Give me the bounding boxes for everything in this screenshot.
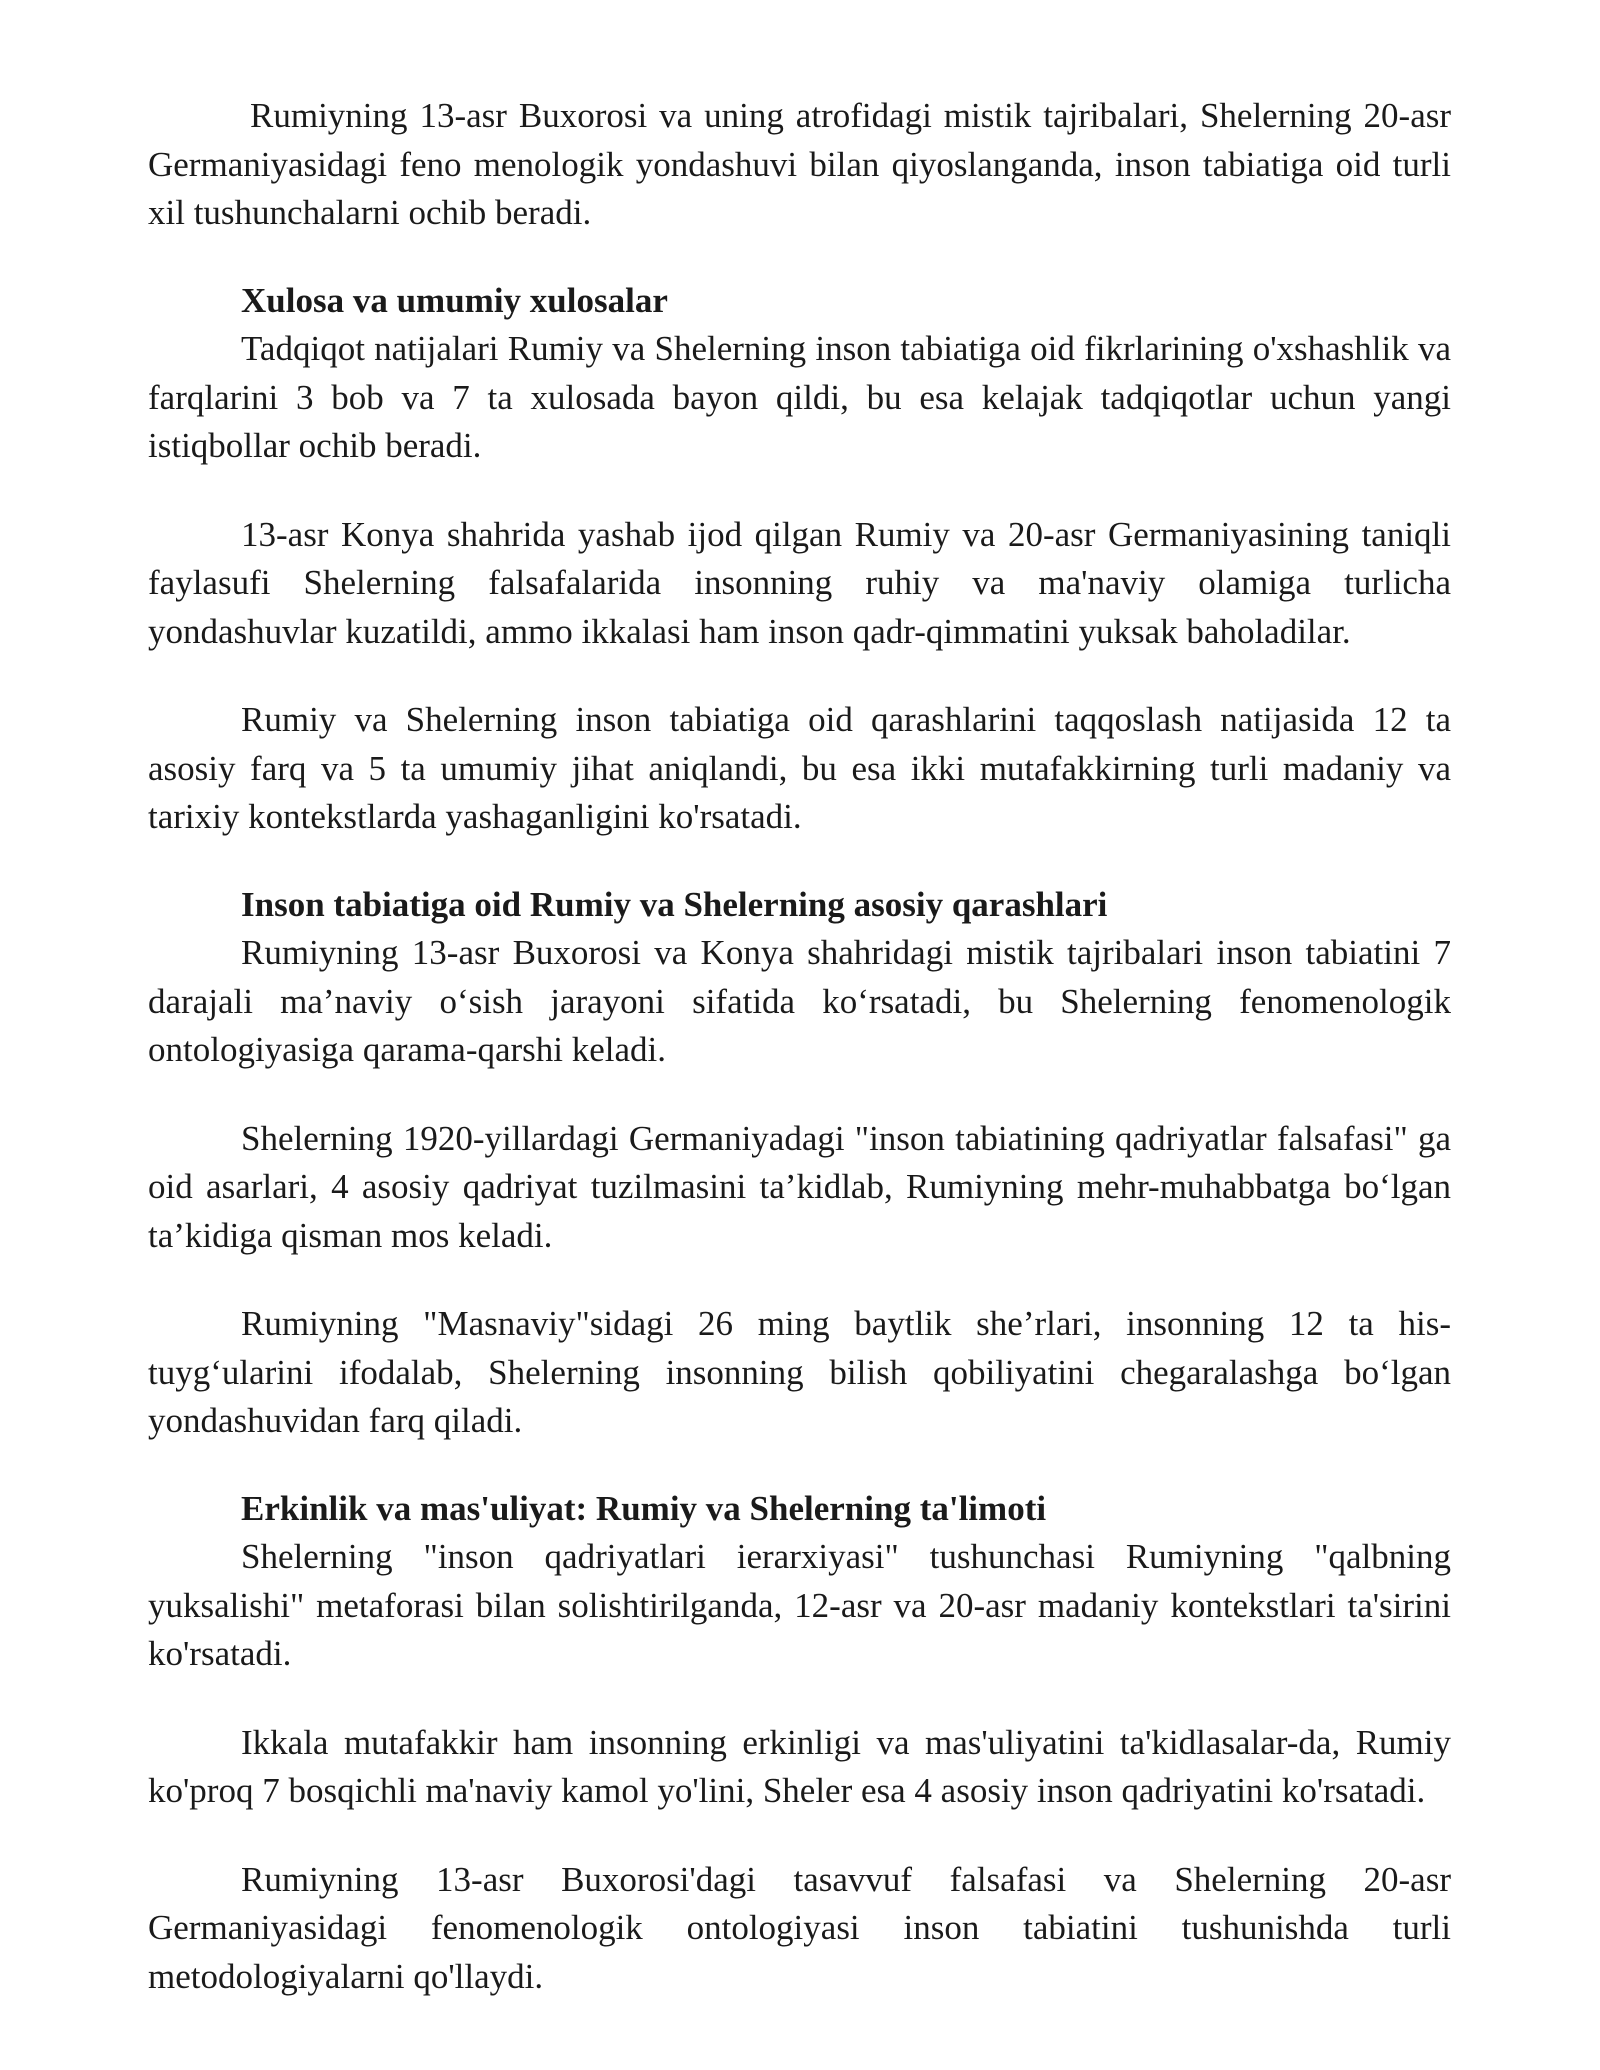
paragraph-mistik-tajribalar: Rumiyning 13-asr Buxorosi va Konya shahridagi mistik tajribalari inson tabiatini 7 darajali ma’naviy o‘sish jarayoni sifatida ko‘rsatadi, bu Shelerning fenomenologik ontologiyasiga qarama-qarshi keladi. — [148, 933, 1451, 1069]
paragraph-intro: Rumiyning 13-asr Buxorosi va uning atrofidagi mistik tajribalari, Shelerning 20-asr Germaniyasidagi feno menologik yondashuvi bilan qiyoslanganda, inson tabiatiga oid turli xil tushunchalarni ochib beradi. — [148, 96, 1451, 232]
paragraph-taqqoslash: Rumiy va Shelerning inson tabiatiga oid qarashlarini taqqoslash natijasida 12 ta asosiy farq va 5 ta umumiy jihat aniqlandi, bu esa ikki mutafakkirning turli madaniy va tarixiy kontekstlarda yashaganligini ko'rsatadi. — [148, 700, 1451, 836]
paragraph-erkinlik-masuliyat: Ikkala mutafakkir ham insonning erkinligi va mas'uliyatini ta'kidlasalar-da, Rumiy ko'proq 7 bosqichli ma'naviy kamol yo'lini, Sheler esa 4 asosiy inson qadriyatini ko'rsatadi. — [148, 1722, 1451, 1810]
paragraph-masnaviy: Rumiyning "Masnaviy"sidagi 26 ming baytlik she’rlari, insonning 12 ta his-tuyg‘ularini ifodalab, Shelerning insonning bilish qobiliyatini chegaralashga bo‘lgan yondashuvidan farq qiladi. — [148, 1304, 1451, 1440]
paragraph-metodologiya: Rumiyning 13-asr Buxorosi'dagi tasavvuf falsafasi va Shelerning 20-asr Germaniyasidagi fenomenologik ontologiyasi inson tabiatini tushunishda turli metodologiyalarni qo'llaydi. — [148, 1859, 1451, 1996]
heading-erkinlik: Erkinlik va mas'uliyat: Rumiy va Shelerning ta'limoti — [241, 1488, 1047, 1528]
document-page — [148, 92, 1451, 2001]
heading-asosiy-qarashlar: Inson tabiatiga oid Rumiy va Shelerning asosiy qarashlari — [241, 884, 1108, 924]
paragraph-tadqiqot-natijalari: Tadqiqot natijalari Rumiy va Shelerning inson tabiatiga oid fikrlarining o'xshashlik va farqlarini 3 bob va 7 ta xulosada bayon qildi, bu esa kelajak tadqiqotlar uchun yangi istiqbollar ochib beradi. — [148, 329, 1451, 465]
paragraph-qadriyatlar-falsafasi: Shelerning 1920-yillardagi Germaniyadagi "inson tabiatining qadriyatlar falsafasi" ga oid asarlari, 4 asosiy qadriyat tuzilmasini ta’kidlab, Rumiyning mehr-muhabbatga bo‘lgan ta’kidiga qisman mos keladi. — [148, 1118, 1451, 1255]
paragraph-konya: 13-asr Konya shahrida yashab ijod qilgan Rumiy va 20-asr Germaniyasining taniqli faylasufi Shelerning falsafalarida insonning ruhiy va ma'naviy olamiga turlicha yondashuvlar kuzatildi, ammo ikkalasi ham inson qadr-qimmatini yuksak baholadilar. — [148, 514, 1451, 651]
paragraph-ierarxiya: Shelerning "inson qadriyatlari ierarxiyasi" tushunchasi Rumiyning "qalbning yuksalishi" metaforasi bilan solishtirilganda, 12-asr va 20-asr madaniy kontekstlari ta'sirini ko'rsatadi. — [148, 1537, 1451, 1673]
heading-xulosa: Xulosa va umumiy xulosalar — [241, 280, 668, 320]
